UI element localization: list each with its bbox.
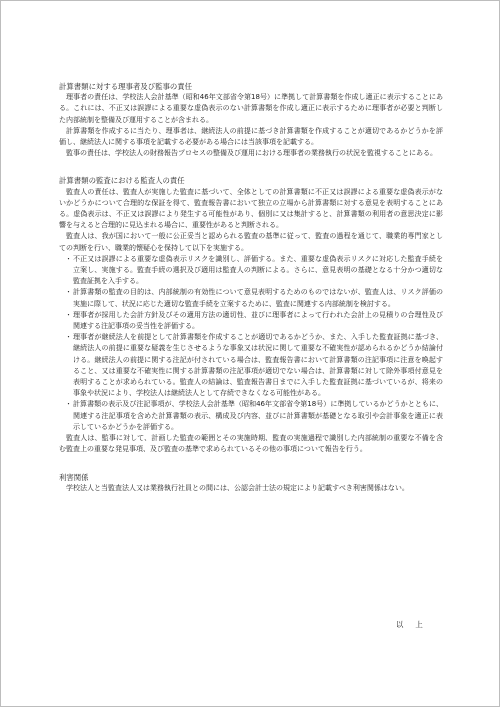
bullet-mark: ・	[65, 400, 72, 409]
bullet-mark: ・	[65, 288, 72, 297]
section-heading-conflict-of-interest: 利害関係	[59, 472, 89, 482]
closing-mark: 以上	[396, 620, 435, 629]
list-item	[59, 332, 443, 399]
paragraph: 監査人は、我が国において一般に公正妥当と認められる監査の基準に従って、監査の過程を通じて、職業的専門家としての判断を行い、職業的懐疑心を保持して以下を実施する。	[59, 232, 443, 252]
paragraph: 理事者の責任は、学校法人会計基準（昭和46年文部省令第18号）に準拠して計算書類を作成し適正に表示することにある。これには、不正又は誤謬による重要な虚偽表示のない計算書類を作成し適正に表示するために理事者が必要と判断した内部統制を整備及び運用することが含まれる。	[59, 93, 443, 124]
list-item-text: 理事者が採用した会計方針及びその適用方法の適切性、並びに理事者によって行われた会計上の見積りの合理性及び関連する注記事項の妥当性を評価する。	[73, 310, 443, 331]
paragraph: 学校法人と当監査法人又は業務執行社員との間には、公認会計士法の規定により記載すべき利害関係はない。	[66, 483, 409, 492]
bullet-mark: ・	[65, 310, 72, 319]
bullet-mark: ・	[65, 333, 72, 342]
list-item	[59, 310, 443, 332]
paragraph: 監査人は、監事に対して、計画した監査の範囲とその実施時期、監査の実施過程で識別した内部統制の重要な不備を含む監査上の重要な発見事項、及び監査の基準で求められているその他の事項について報告を行う。	[59, 434, 443, 454]
bullet-mark: ・	[65, 254, 72, 263]
section-spacer	[59, 456, 443, 472]
section-heading-responsibility-of-directors: 計算書類に対する理事者及び監事の責任	[59, 82, 193, 91]
paragraph: 監査人の責任は、監査人が実施した監査に基づいて、全体としての計算書類に不正又は誤謬による重要な虚偽表示がないかどうかについて合理的な保証を得て、監査報告書において独立の立場から計算書類に対する意見を表明することにある。虚偽表示は、不正又は誤謬により発生する可能性があり、個別に又は集計すると、計算書類の利用者の意思決定に影響を与えると合理的に見込まれる場合に、重要性があると判断される。	[59, 187, 443, 230]
list-item-text: 不正又は誤謬による重要な虚偽表示リスクを識別し、評価する。また、重要な虚偽表示リスクに対応した監査手続を立案し、実施する。監査手続の選択及び適用は監査人の判断による。さらに、意見表明の基礎となる十分かつ適切な監査証拠を入手する。	[73, 254, 443, 286]
audit-procedures-list	[59, 254, 443, 433]
section-heading-auditor-responsibility: 計算書類の監査における監査人の責任	[59, 176, 185, 186]
list-item-text: 計算書類の監査の目的は、内部統制の有効性について意見表明するためのものではないが、監査人は、リスク評価の実施に際して、状況に応じた適切な監査手続を立案するために、監査に関連する内部統制を検討する。	[73, 288, 443, 308]
list-item	[59, 287, 443, 309]
list-item-text: 理事者が継続法人を前提として計算書類を作成することが適切であるかどうか、また、入手した監査証拠に基づき、継続法人の前提に重要な疑義を生じさせるような事象又は状況に関して重要な不確実性が認められるかどうか結論付ける。継続法人の前提に関する注記が付されている場合は、監査報告書において計算書類の注記事項に注意を喚起すること、又は重要な不確実性に関する計算書類の注記事項が適切でない場合は、計算書類に対して除外事項付意見を表明することが求められている。監査人の結論は、監査報告書日までに入手した監査証拠に基づいているが、将来の事象や状況により、学校法人は継続法人として存続できなくなる可能性がある。	[73, 333, 443, 398]
section-spacer	[59, 159, 443, 175]
list-item	[59, 254, 443, 288]
list-item	[59, 399, 443, 433]
document-body	[59, 81, 443, 494]
paragraph: 計算書類を作成するに当たり、理事者は、継続法人の前提に基づき計算書類を作成することが適切であるかどうかを評価し、継続法人に関する事項を記載する必要がある場合には当該事項を記載する。	[59, 126, 443, 147]
paragraph: 監事の責任は、学校法人の財務報告プロセスの整備及び運用における理事者の業務執行の状況を監視することにある。	[66, 149, 437, 158]
list-item-text: 計算書類の表示及び注記事項が、学校法人会計基準（昭和46年文部省令第18号）に準拠しているかどうかとともに、関連する注記事項を含めた計算書類の表示、構成及び内容、並びに計算書類が基礎となる取引や会計事象を適正に表示しているかどうかを評価する。	[73, 400, 443, 431]
